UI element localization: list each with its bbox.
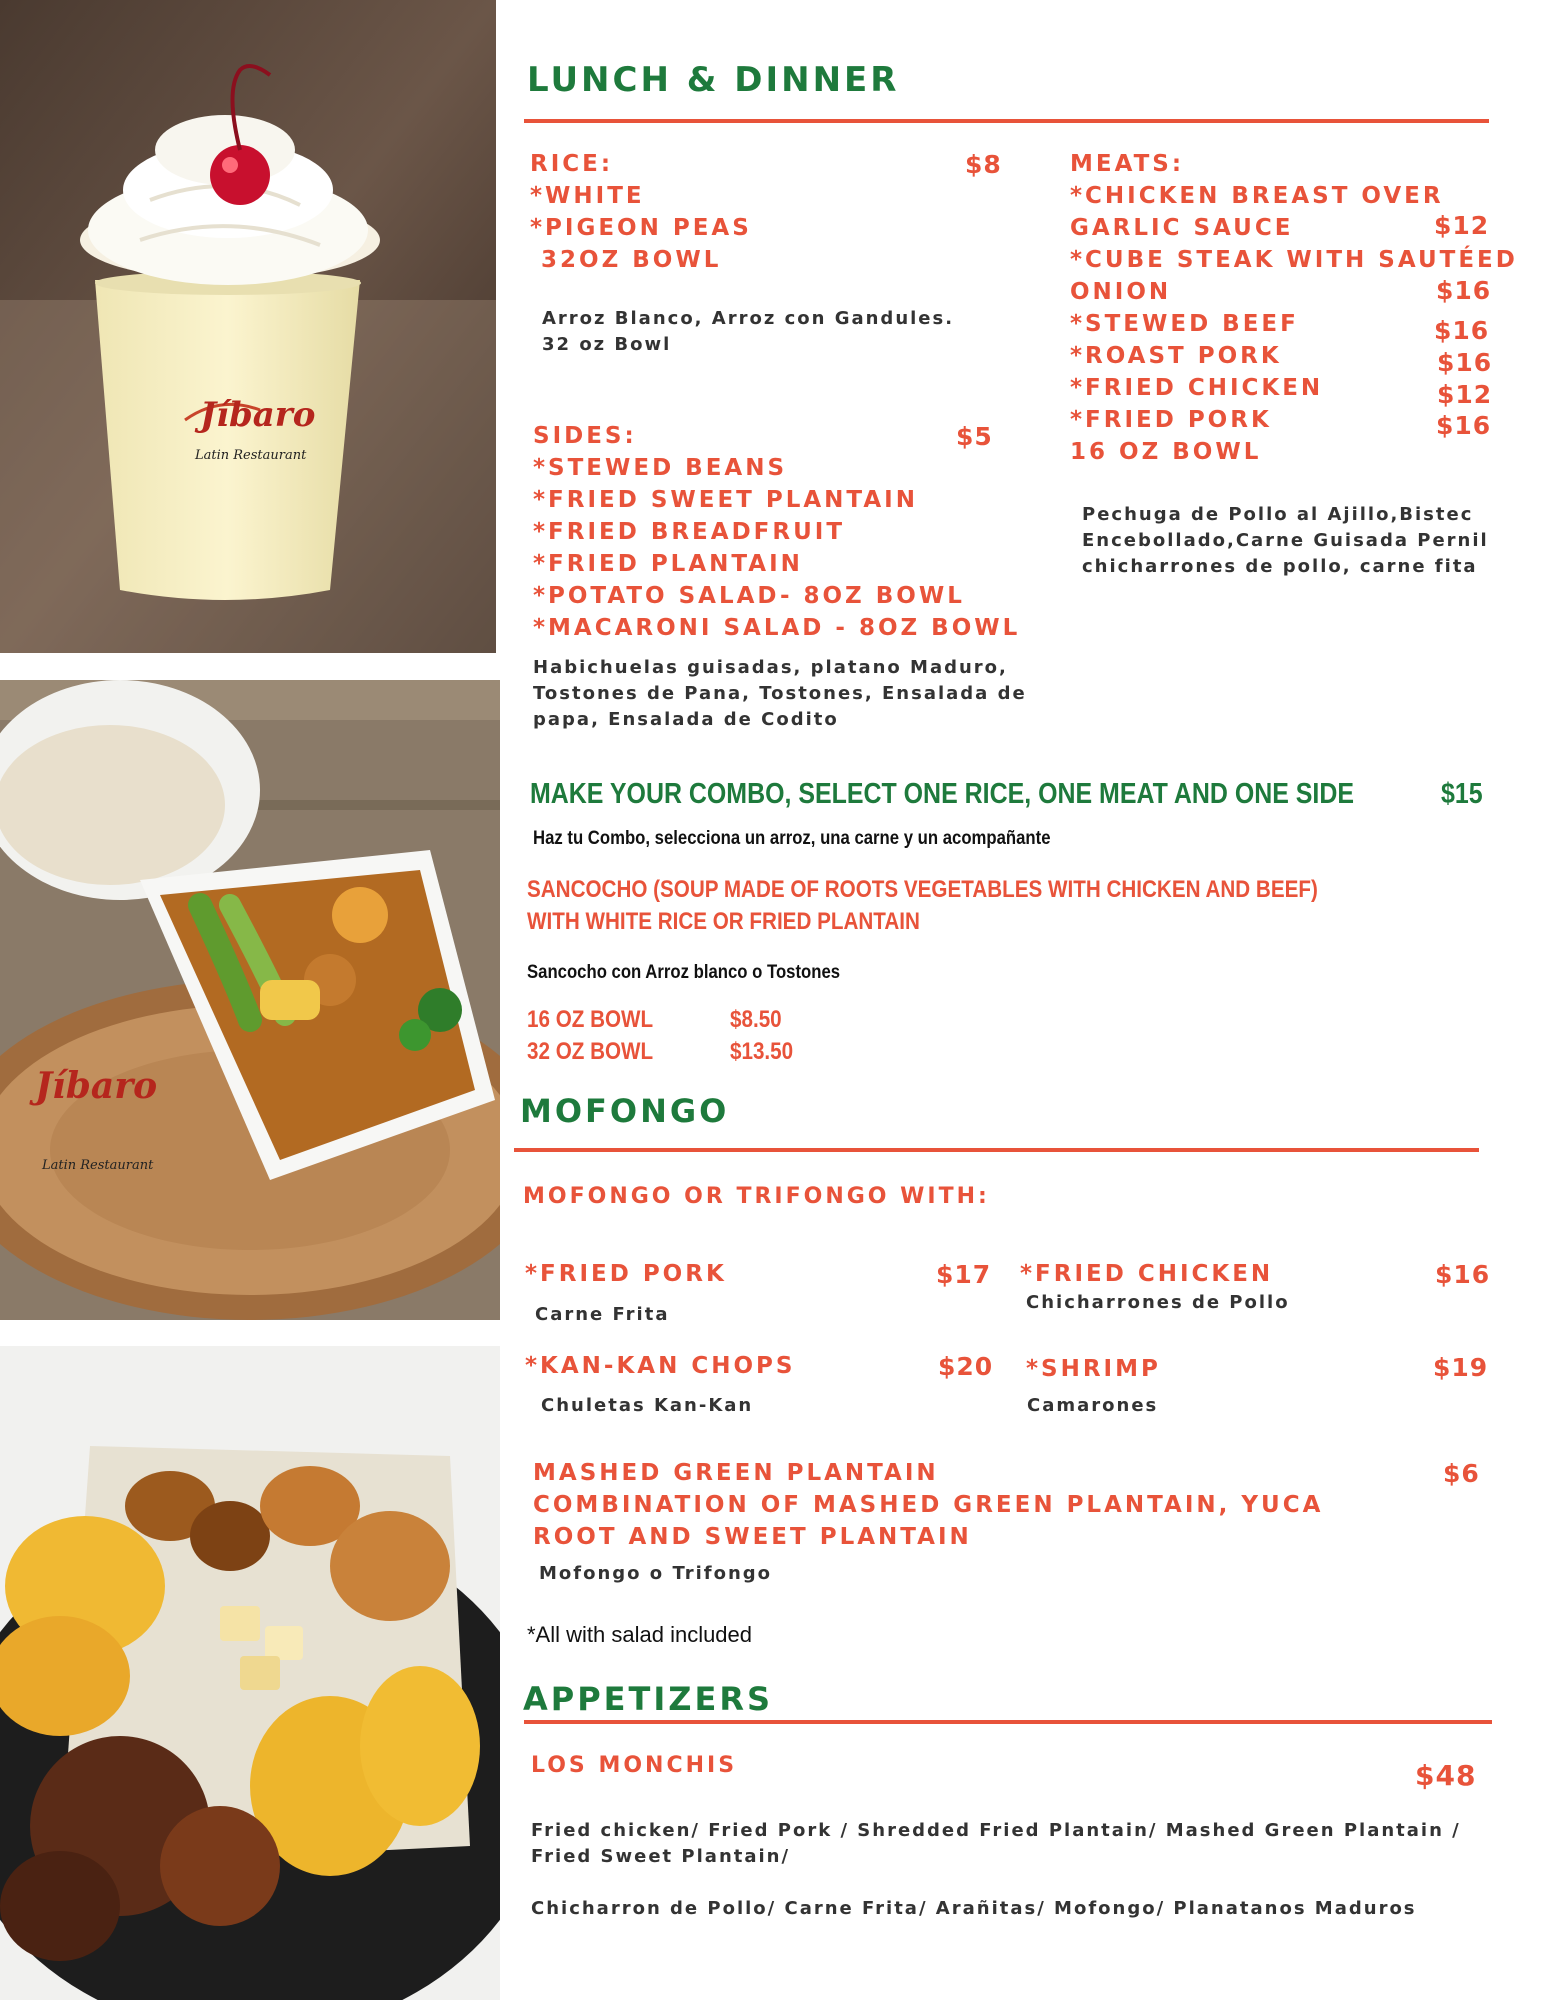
appetizer-name: LOS MONCHIS	[531, 1753, 738, 1778]
rice-white: *WHITE	[530, 183, 645, 209]
mofongo-item-price: $20	[938, 1352, 994, 1381]
mofongo-plain	[533, 1457, 1323, 1553]
meat-price: $16	[1434, 316, 1490, 345]
combo-subtitle: Haz tu Combo, selecciona un arroz, una carne y un acompañante	[533, 828, 1051, 849]
mofongo-item-desc: Chicharrones de Pollo	[1026, 1292, 1290, 1313]
meats-desc-line: Pechuga de Pollo al Ajillo,Bistec	[1082, 504, 1474, 525]
meat-item: *FRIED CHICKEN	[1070, 375, 1324, 401]
sancocho-subtitle: Sancocho con Arroz blanco o Tostones	[527, 962, 841, 983]
lunch-dinner-rule	[524, 119, 1489, 123]
sides-label: SIDES:	[533, 423, 637, 449]
meat-item: *CUBE STEAK WITH SAUTÉED	[1070, 247, 1518, 273]
sancocho-size-price: $13.50	[730, 1038, 794, 1065]
sancocho-title-line: SANCOCHO (SOUP MADE OF ROOTS VEGETABLES WITH CHICKEN AND BEEF)	[527, 876, 1318, 903]
meat-price: $16	[1437, 348, 1493, 377]
mofongo-item-name: *KAN-KAN CHOPS	[525, 1353, 796, 1379]
sancocho-photo	[0, 680, 500, 1320]
mofongo-intro: MOFONGO OR TRIFONGO WITH:	[523, 1184, 990, 1209]
sancocho-title	[527, 874, 1447, 938]
sides-desc-line: Tostones de Pana, Tostones, Ensalada de	[533, 683, 1027, 704]
meat-item: *ROAST PORK	[1070, 343, 1282, 369]
appetizers-rule	[524, 1720, 1492, 1724]
appetizer-description	[531, 1818, 1461, 1922]
mofongo-heading: MOFONGO	[520, 1092, 730, 1130]
mofongo-item-price: $19	[1433, 1353, 1489, 1382]
side-item: *FRIED PLANTAIN	[533, 551, 803, 577]
sancocho-size: 32 OZ BOWL	[527, 1038, 654, 1065]
meat-item: GARLIC SAUCE	[1070, 215, 1294, 241]
meat-price: $16	[1436, 276, 1492, 305]
meat-price: $12	[1434, 211, 1490, 240]
mofongo-plain-line: ROOT AND SWEET PLANTAIN	[533, 1524, 972, 1550]
sancocho-size: 16 OZ BOWL	[527, 1006, 654, 1033]
mofongo-item-desc: Chuletas Kan-Kan	[541, 1395, 754, 1416]
combo-price: $15	[1441, 778, 1483, 810]
mofongo-plain-price: $6	[1443, 1459, 1480, 1488]
side-item: *POTATO SALAD- 8OZ BOWL	[533, 583, 965, 609]
mofongo-plain-line: MASHED GREEN PLANTAIN	[533, 1460, 939, 1486]
rice-section	[530, 148, 752, 276]
monchis-platter-photo	[0, 1346, 500, 2000]
mofongo-item-name: *SHRIMP	[1026, 1356, 1161, 1382]
meat-bowl: 16 OZ BOWL	[1070, 439, 1262, 465]
mofongo-item-price: $17	[936, 1260, 992, 1289]
mofongo-rule	[514, 1148, 1479, 1152]
meat-item: ONION	[1070, 279, 1172, 305]
meat-price: $16	[1436, 411, 1492, 440]
sides-desc-line: papa, Ensalada de Codito	[533, 709, 839, 730]
sancocho-logo-tagline: Latin Restaurant	[42, 1158, 154, 1173]
meats-description	[1082, 502, 1489, 580]
meats-desc-line: Encebollado,Carne Guisada Pernil	[1082, 530, 1489, 551]
rice-pigeon-peas: *PIGEON PEAS	[530, 215, 752, 241]
rice-desc-line: 32 oz Bowl	[542, 334, 672, 355]
meats-desc-line: chicharrones de pollo, carne fita	[1082, 556, 1478, 577]
mofongo-item-name: *FRIED PORK	[525, 1261, 727, 1287]
appetizer-desc-line: Chicharron de Pollo/ Carne Frita/ Arañitas/ Mofongo/ Planatanos Maduros	[531, 1898, 1417, 1919]
rice-label: RICE:	[530, 151, 614, 177]
mofongo-plain-line: COMBINATION OF MASHED GREEN PLANTAIN, YUCA	[533, 1492, 1324, 1518]
sancocho-title-line: WITH WHITE RICE OR FRIED PLANTAIN	[527, 908, 920, 935]
side-item: *FRIED BREADFRUIT	[533, 519, 846, 545]
rice-price: $8	[965, 150, 1002, 179]
mofongo-item-desc: Carne Frita	[535, 1304, 670, 1325]
mofongo-plain-desc: Mofongo o Trifongo	[539, 1563, 773, 1584]
side-item: *FRIED SWEET PLANTAIN	[533, 487, 918, 513]
appetizer-desc-line: Fried Sweet Plantain/	[531, 1846, 791, 1867]
side-item: *STEWED BEANS	[533, 455, 788, 481]
mofongo-item-name: *FRIED CHICKEN	[1020, 1261, 1274, 1287]
meats-label: MEATS:	[1070, 151, 1185, 177]
shake-logo-tagline: Latin Restaurant	[195, 448, 307, 463]
meat-item: *STEWED BEEF	[1070, 311, 1299, 337]
meat-item: *CHICKEN BREAST OVER	[1070, 183, 1444, 209]
rice-bowl: 32OZ BOWL	[530, 247, 722, 273]
mofongo-item-price: $16	[1435, 1260, 1491, 1289]
appetizers-heading: APPETIZERS	[523, 1680, 774, 1718]
sides-desc-line: Habichuelas guisadas, platano Maduro,	[533, 657, 1008, 678]
lunch-dinner-heading: LUNCH & DINNER	[527, 60, 900, 100]
side-item: *MACARONI SALAD - 8OZ BOWL	[533, 615, 1021, 641]
mofongo-item-desc: Camarones	[1027, 1395, 1159, 1416]
sides-description	[533, 655, 1027, 733]
milkshake-photo	[0, 0, 496, 653]
appetizer-desc-line: Fried chicken/ Fried Pork / Shredded Fried Plantain/ Mashed Green Plantain /	[531, 1820, 1461, 1841]
meat-price: $12	[1437, 380, 1493, 409]
sancocho-logo-brand: Jíbaro	[35, 1065, 158, 1107]
sancocho-size-price: $8.50	[730, 1006, 782, 1033]
salad-note: *All with salad included	[527, 1622, 753, 1647]
sides-price: $5	[956, 422, 993, 451]
sides-section	[533, 420, 1020, 644]
shake-logo-brand: Jíbaro	[200, 395, 316, 435]
appetizer-price: $48	[1415, 1759, 1477, 1792]
rice-description	[542, 306, 954, 358]
combo-title: MAKE YOUR COMBO, SELECT ONE RICE, ONE MEAT AND ONE SIDE	[530, 778, 1355, 810]
rice-desc-line: Arroz Blanco, Arroz con Gandules.	[542, 308, 955, 329]
meat-item: *FRIED PORK	[1070, 407, 1272, 433]
